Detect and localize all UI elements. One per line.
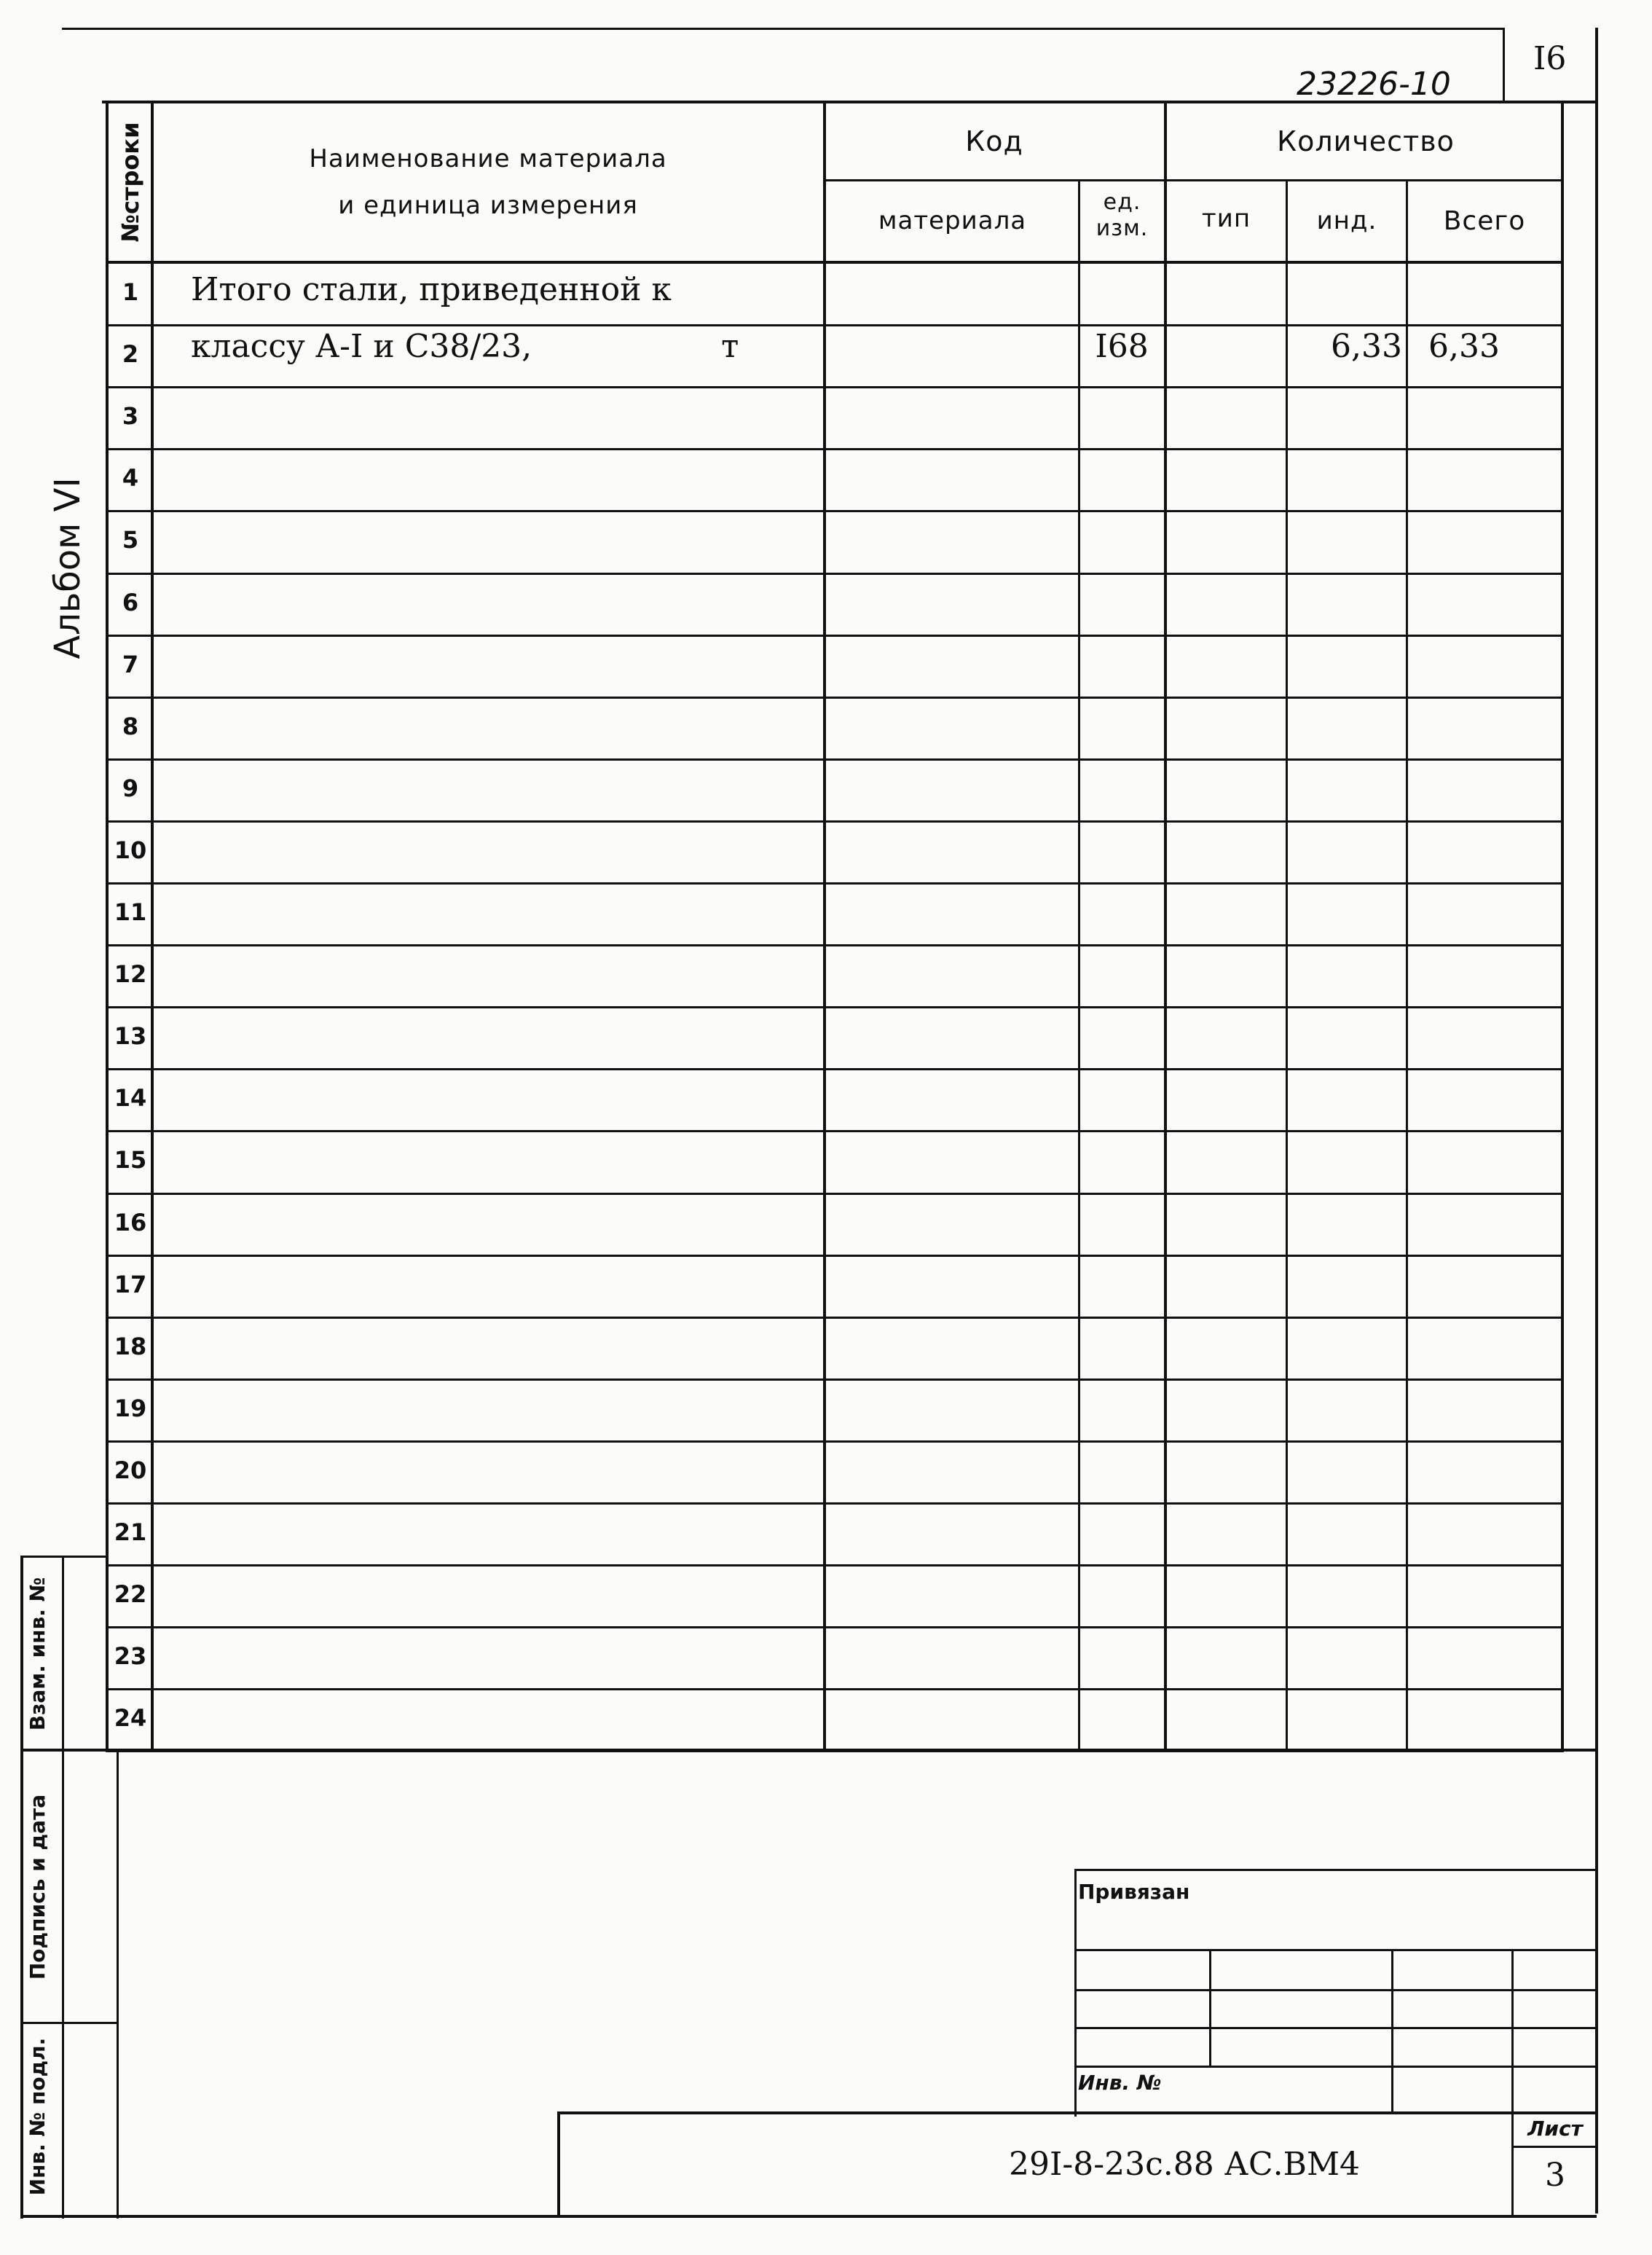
row-number: 6	[122, 589, 139, 616]
bind-block-top	[1074, 1869, 1597, 1871]
margin-mid-line	[62, 1556, 64, 2219]
bind-block-left	[1074, 1869, 1077, 2117]
col-header-type: тип	[1201, 204, 1251, 233]
row-number: 24	[114, 1704, 147, 1732]
row2-individual: 6,33	[1331, 328, 1402, 365]
row-number: 14	[114, 1084, 147, 1112]
row-number: 17	[114, 1271, 147, 1298]
row-number: 8	[122, 713, 139, 740]
row-separator	[106, 882, 1564, 885]
row-separator	[106, 573, 1564, 575]
archive-number: 23226-10	[1297, 66, 1451, 103]
row-separator	[106, 448, 1564, 450]
sheet-number: 3	[1545, 2157, 1565, 2194]
row2-unit-label: т	[721, 328, 739, 365]
inv-no-label: Инв. №	[1078, 2071, 1162, 2095]
row-separator	[106, 510, 1564, 512]
row-separator	[106, 1626, 1564, 1628]
title-block-left	[557, 2111, 560, 2217]
margin-outer-line	[20, 1556, 23, 2219]
row-separator	[106, 1564, 1564, 1566]
row-number: 7	[122, 651, 139, 678]
row-number: 2	[122, 340, 139, 368]
row-separator	[106, 820, 1564, 823]
row-number: 15	[114, 1146, 147, 1174]
col-header-row-number: №строки	[117, 122, 144, 243]
row-number: 4	[122, 464, 139, 492]
row-separator	[106, 1255, 1564, 1257]
row-separator	[106, 324, 1564, 326]
bind-grid-line-3	[1074, 2027, 1597, 2029]
sheet-label: Лист	[1527, 2117, 1583, 2141]
col-header-individual: инд.	[1316, 206, 1377, 235]
row-number: 20	[114, 1456, 147, 1484]
row1-name: Итого стали, приведенной к	[191, 271, 672, 308]
album-label: Альбом VI	[47, 477, 88, 659]
row-separator	[106, 1130, 1564, 1132]
row-separator	[106, 1688, 1564, 1690]
margin-label-replace-inv: Взам. инв. №	[25, 1577, 50, 1731]
col-header-unit	[1080, 189, 1164, 242]
row-number: 12	[114, 960, 147, 988]
row-number: 23	[114, 1642, 147, 1670]
row2-unit-code: I68	[1095, 328, 1149, 365]
title-block-top	[557, 2111, 1597, 2114]
document-code: 29I-8-23с.88 АС.ВМ4	[1009, 2146, 1361, 2183]
hdr-bottom-line	[106, 261, 1564, 264]
margin-inner-line	[117, 1751, 119, 2219]
page-number: I6	[1533, 40, 1567, 77]
row-number: 9	[122, 774, 139, 802]
row2-total: 6,33	[1428, 328, 1500, 365]
row-separator	[106, 697, 1564, 699]
row-number: 22	[114, 1580, 147, 1608]
row-number: 11	[114, 898, 147, 926]
sheet-no-box-left	[1503, 28, 1505, 102]
row-separator	[106, 944, 1564, 946]
row-separator	[106, 758, 1564, 761]
row2-name: классу А-I и С38/23,	[191, 328, 532, 365]
margin-label-sign-date: Подпись и дата	[25, 1794, 50, 1980]
row-separator	[106, 386, 1564, 388]
row-separator	[106, 1068, 1564, 1070]
margin-top-line	[20, 1556, 108, 1558]
bind-grid-line-2	[1074, 1989, 1597, 1991]
col-header-total: Всего	[1443, 206, 1526, 236]
row-number: 1	[122, 278, 139, 306]
sheet-no-box-right	[1595, 28, 1598, 102]
row-separator	[106, 1006, 1564, 1008]
bind-grid-v2	[1391, 1949, 1393, 2113]
col-header-name-line1: Наименование материала	[309, 144, 667, 173]
bind-label: Привязан	[1078, 1880, 1190, 1904]
col-header-unit-line2: изм.	[1096, 216, 1149, 241]
hdr-vline-name	[823, 101, 826, 262]
row-number: 21	[114, 1518, 147, 1546]
row-separator	[106, 635, 1564, 637]
row-separator	[106, 1193, 1564, 1195]
top-border-line	[62, 28, 1504, 30]
col-header-name-line2: и единица измерения	[338, 191, 638, 220]
bind-grid-line-4	[1074, 2066, 1597, 2068]
col-header-kod: Код	[965, 125, 1023, 157]
row-number: 13	[114, 1022, 147, 1050]
margin-line-1	[20, 1749, 1597, 1752]
row-number: 19	[114, 1395, 147, 1422]
frame-right-border	[1595, 101, 1598, 2213]
title-block-sheet-sep	[1511, 2111, 1514, 2217]
bind-grid-line-1	[1074, 1949, 1597, 1951]
row-number: 18	[114, 1333, 147, 1360]
row-separator	[106, 1317, 1564, 1319]
row-separator	[106, 1440, 1564, 1443]
margin-label-original-inv: Инв. № подл.	[25, 2037, 50, 2196]
col-header-quantity: Количество	[1277, 125, 1455, 157]
bind-grid-v3	[1511, 1949, 1514, 2113]
row-number: 3	[122, 402, 139, 430]
col-header-unit-line1: ед.	[1103, 189, 1141, 215]
hdr-vline-kod	[1164, 101, 1167, 262]
hdr-subline	[823, 179, 1564, 181]
frame-bottom-line	[20, 2215, 1597, 2218]
row-number: 5	[122, 526, 139, 554]
col-header-material-code: материала	[878, 206, 1027, 235]
row-number: 16	[114, 1209, 147, 1236]
bind-grid-v1	[1209, 1949, 1211, 2066]
row-number: 10	[114, 836, 147, 864]
sheet-label-line	[1511, 2146, 1597, 2148]
row-separator	[106, 1502, 1564, 1505]
row-separator	[106, 1379, 1564, 1381]
